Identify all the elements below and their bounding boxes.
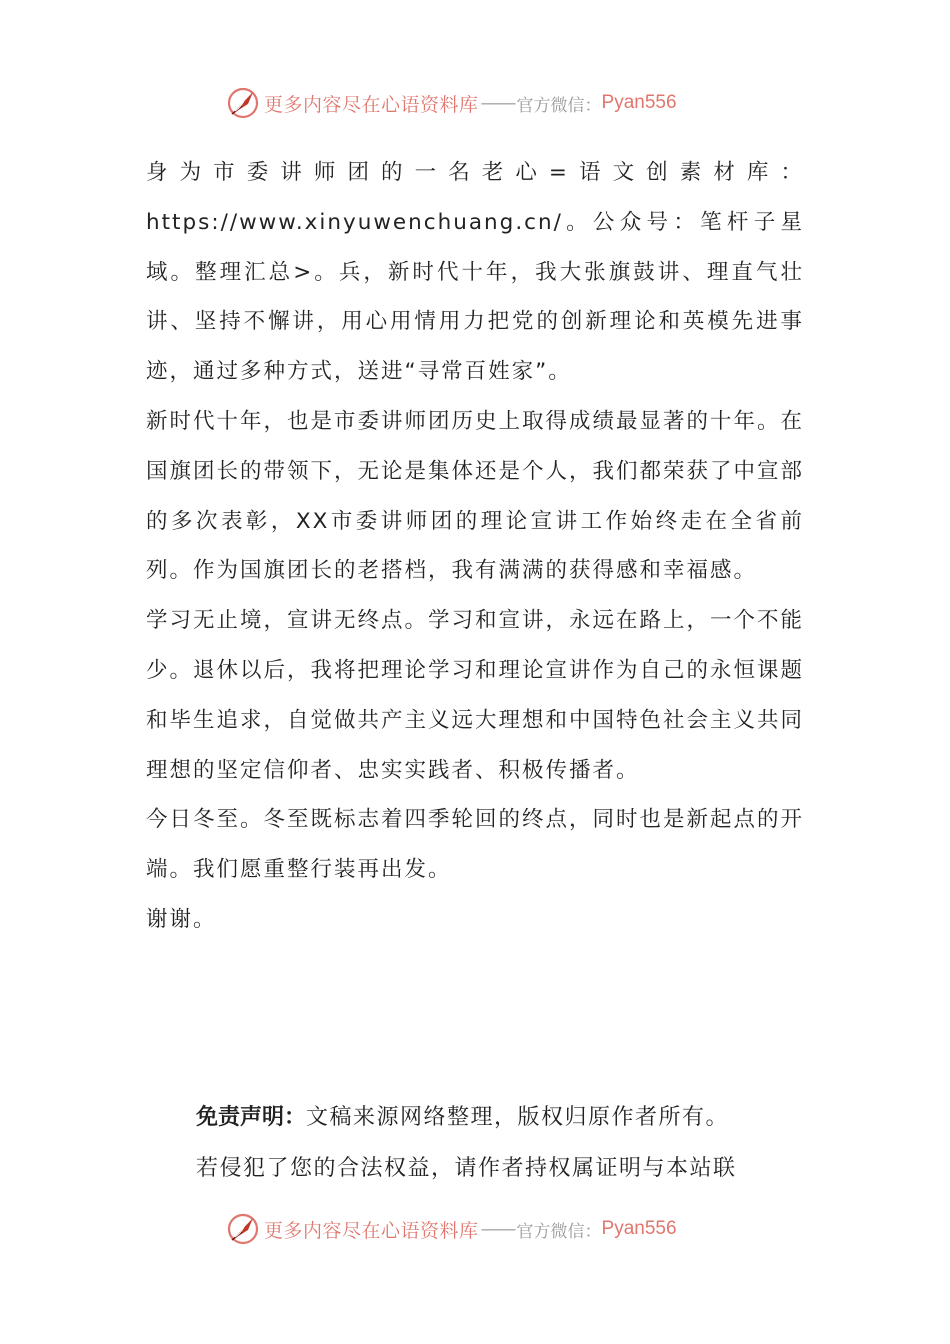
disclaimer-label: 免责声明： <box>196 1105 307 1130</box>
banner-dash: —— <box>480 92 515 114</box>
header-banner <box>226 85 677 121</box>
paragraph-1: 身为市委讲师团的一名老心=语文创素材库：https://www.xinyuwenchuang.cn/。公众号：笔杆子星域。整理汇总>。兵，新时代十年，我大张旗鼓讲、理直气壮讲、坚持不懈讲，用心用情用力把党的创新理论和英模先进事迹，通过多种方式，送进“寻常百姓家”。 <box>146 160 804 385</box>
footer-banner <box>226 1211 677 1247</box>
disclaimer-line-2: 若侵犯了您的合法权益，请作者持权属证明与本站联 <box>196 1156 737 1181</box>
banner-title: 更多内容尽在心语资料库 <box>264 93 479 116</box>
disclaimer <box>196 1092 804 1194</box>
banner-wechat-id: Pyan556 <box>601 92 677 113</box>
paragraph-3: 学习无止境，宣讲无终点。学习和宣讲，永远在路上，一个不能少。退休以后，我将把理论学习和理论宣讲作为自己的永恒课题和毕生追求，自觉做共产主义远大理想和中国特色社会主义共同理想的坚定信仰者、忠实实践者、积极传播者。 <box>146 608 805 783</box>
banner-wechat-label: 官方微信： <box>516 95 602 116</box>
quill-logo-icon <box>226 86 260 120</box>
banner-wechat-label: 官方微信： <box>516 1221 602 1242</box>
banner-title: 更多内容尽在心语资料库 <box>264 1219 479 1242</box>
banner-wechat-id: Pyan556 <box>601 1218 677 1239</box>
banner-dash: —— <box>480 1218 515 1240</box>
quill-logo-icon <box>226 1212 260 1246</box>
document-body <box>146 148 804 945</box>
sign-off: 谢谢。 <box>146 906 217 932</box>
disclaimer-text-1: 文稿来源网络整理，版权归原作者所有。 <box>306 1105 730 1130</box>
paragraph-4: 今日冬至。冬至既标志着四季轮回的终点，同时也是新起点的开端。我们愿重整行装再出发。 <box>146 807 805 883</box>
disclaimer-line-1 <box>196 1092 804 1143</box>
paragraph-2: 新时代十年，也是市委讲师团历史上取得成绩最显著的十年。在国旗团长的带领下，无论是集体还是个人，我们都荣获了中宣部的多次表彰，XX市委讲师团的理论宣讲工作始终走在全省前列。作为国旗团长的老搭档，我有满满的获得感和幸福感。 <box>146 408 805 584</box>
